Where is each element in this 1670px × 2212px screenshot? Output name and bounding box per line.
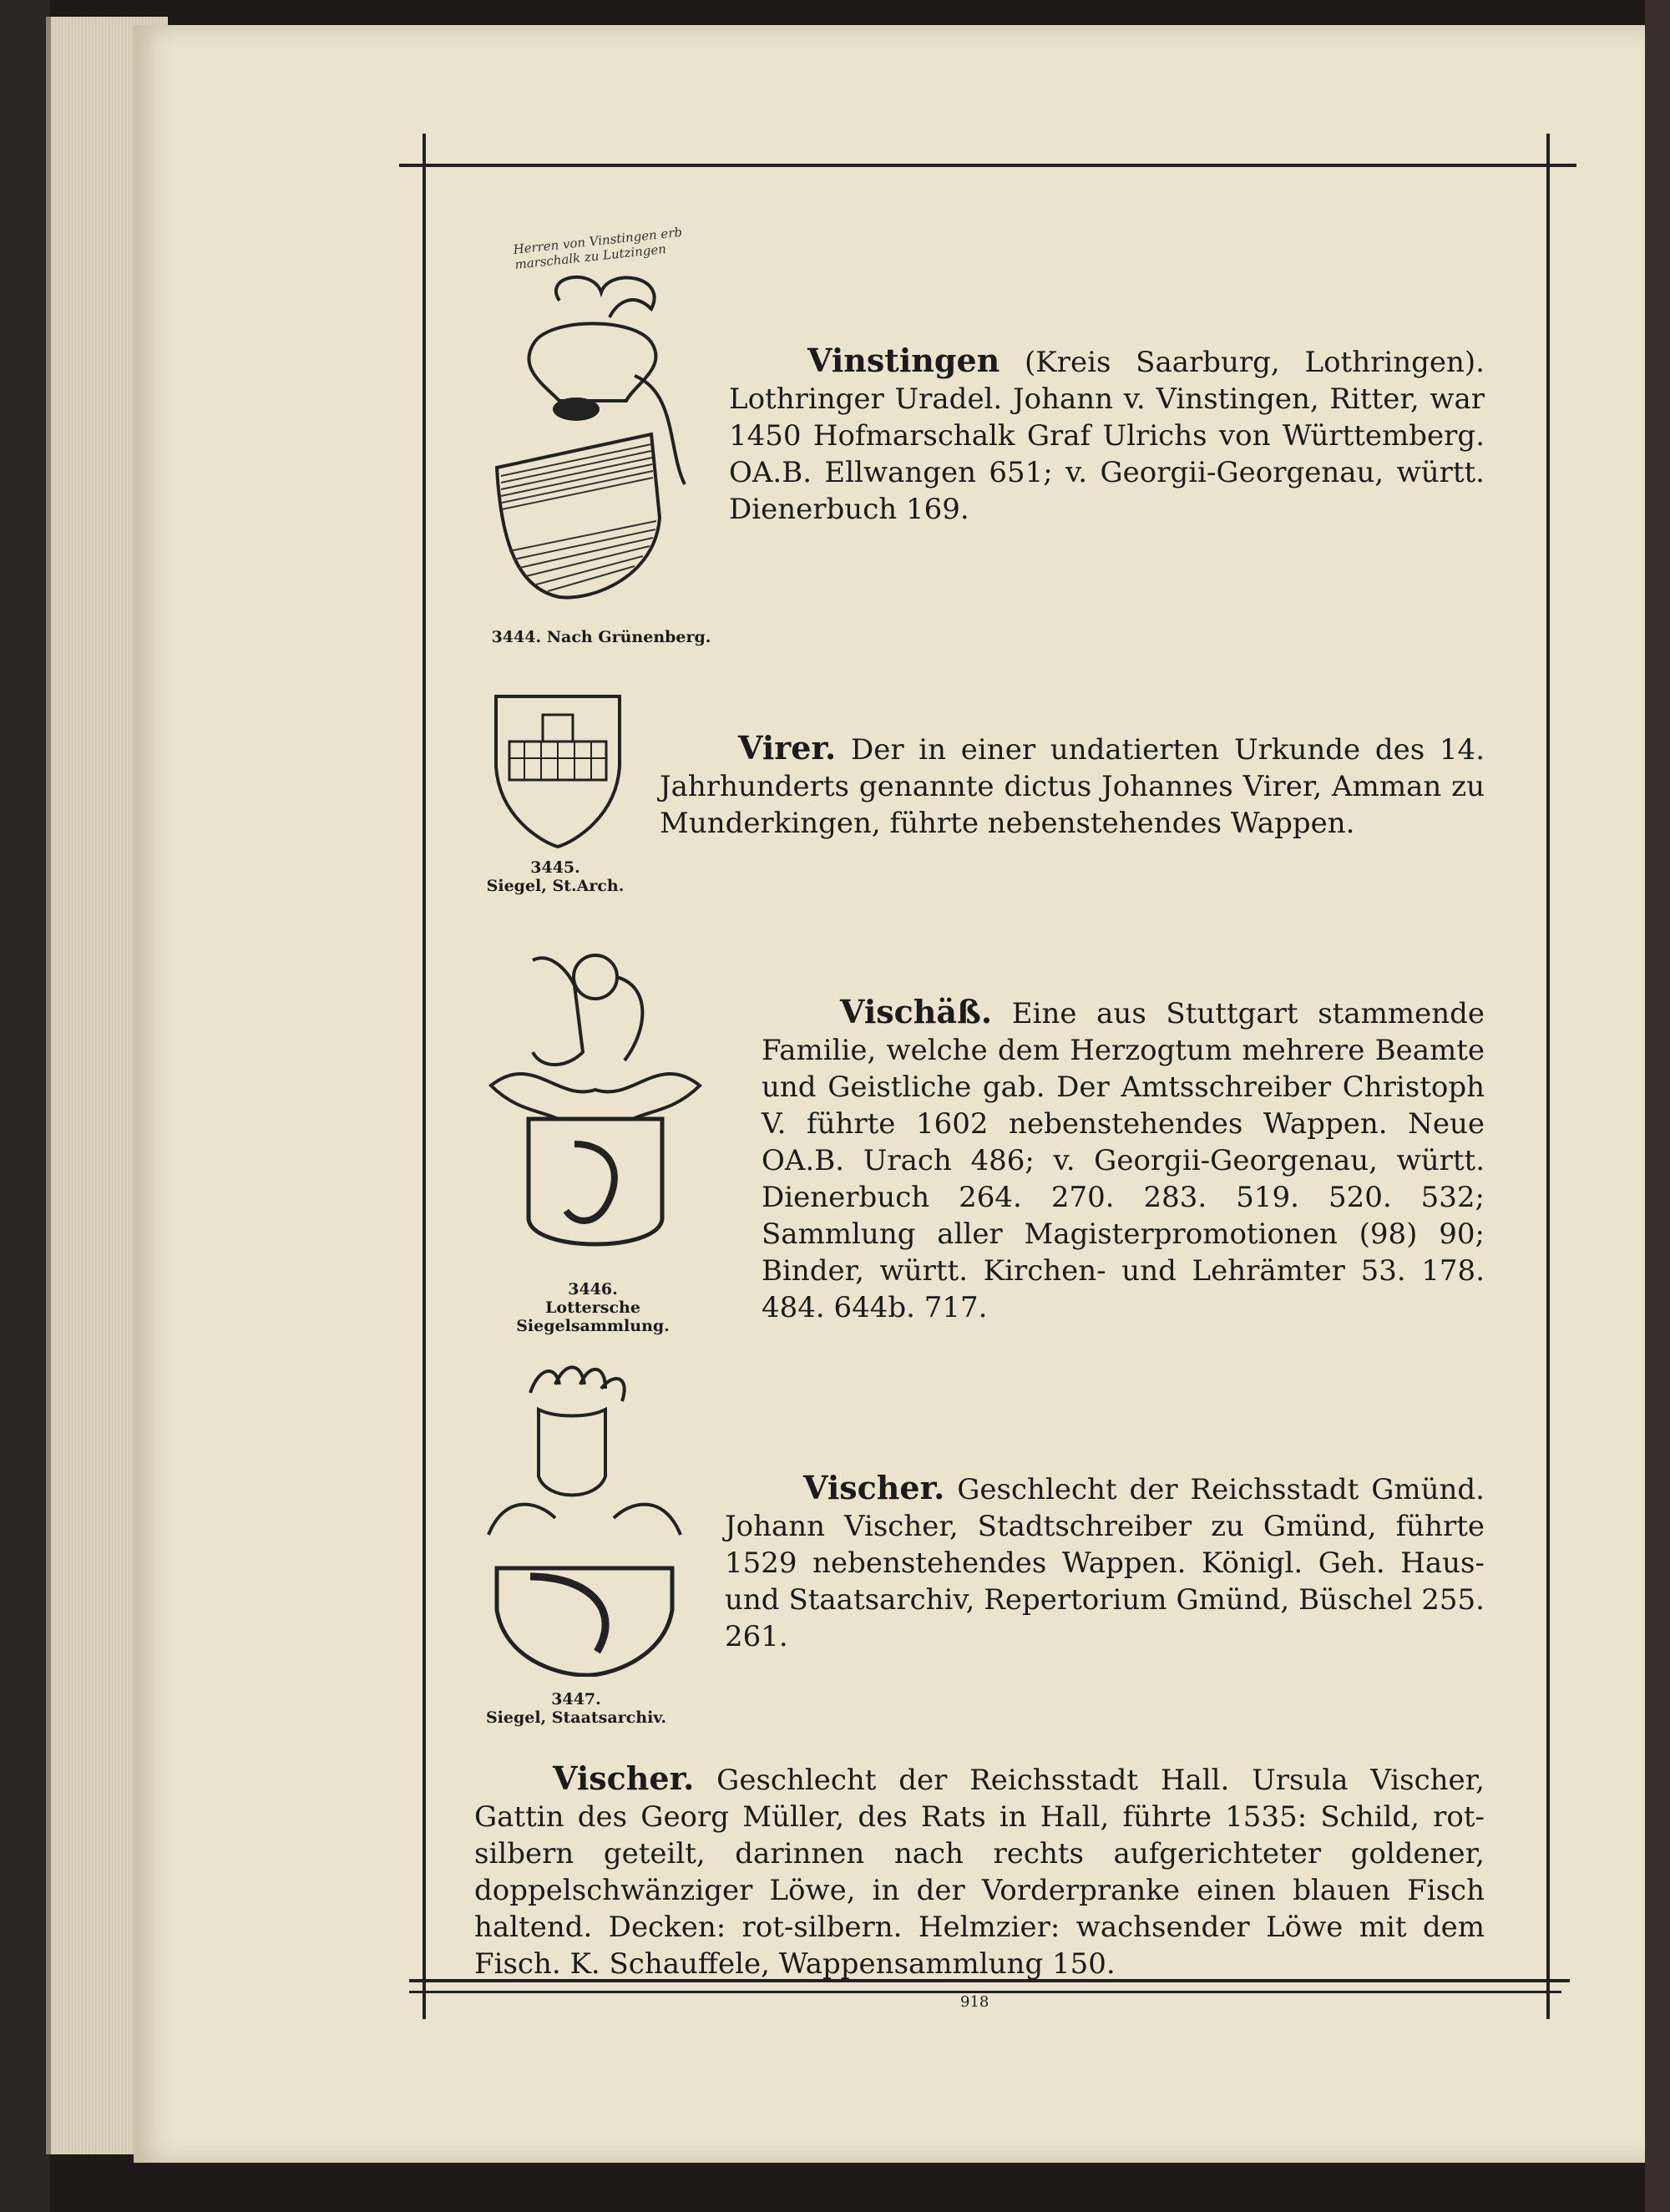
inscription-3444: Herren von Vinstingen erb marschalk zu Lutzingen [512, 224, 683, 272]
footer-tick-right [1546, 1979, 1550, 2019]
entry-body: (Kreis Saarburg, Lothringen). Lothringer Uradel. Johann v. Vinstingen, Ritter, war 1450 Hofmarschalk Graf Ulrichs von Württemberg. OA.B. Ellwangen 651; v. Georgii-Georgenau, württ. Dienerbuch 169. [729, 346, 1485, 526]
frame-left-rule [423, 134, 426, 1987]
entry-title: Vischäß. [840, 993, 993, 1030]
entry-vinstingen [729, 342, 1485, 528]
figure-number: 3445. [530, 858, 580, 877]
figure-caption-3447 [463, 1690, 689, 1727]
figure-caption-3444 [480, 628, 722, 646]
entry-body: Der in einer undatierten Urkunde des 14. Jahrhunderts genannte dictus Johannes Virer, Amman zu Munderkingen, führte nebenstehendes Wappen. [660, 733, 1485, 840]
figure-number: 3444. [491, 628, 542, 646]
figure-caption-3445 [468, 858, 643, 895]
figure-number: 3446. [568, 1280, 618, 1298]
figure-caption-3446 [468, 1280, 718, 1335]
figure-number: 3447. [551, 1690, 601, 1708]
figure-source: Siegel, St.Arch. [486, 877, 625, 895]
figure-source: Siegel, Staatsarchiv. [485, 1708, 667, 1727]
entry-title: Vischer. [553, 1759, 695, 1797]
entry-vischer-gmuend [725, 1470, 1485, 1655]
entry-virer [660, 730, 1485, 842]
book-cover-edge [1645, 0, 1670, 2212]
figure-source: Nach Grünenberg. [546, 628, 711, 646]
frame-top-rule [399, 164, 1576, 167]
entry-title: Vischer. [803, 1469, 945, 1506]
entry-vischer-hall [474, 1760, 1485, 1982]
entry-body: Geschlecht der Reichsstadt Gmünd. Johann Vischer, Stadtschreiber zu Gmünd, führte 1529 nebenstehendes Wappen. Königl. Geh. Haus- und Staatsarchiv, Repertorium Gmünd, Büschel 255. 261. [725, 1473, 1485, 1653]
book-spine [0, 0, 50, 2212]
entry-body: Geschlecht der Reichsstadt Hall. Ursula Vischer, Gattin des Georg Müller, des Rats in Hall, führte 1535: Schild, rot-silbern geteilt, darinnen nach rechts aufgerichteter goldener, doppelschwänziger Löwe, in der Vorderpranke einen blauen Fisch haltend. Decken: rot-silbern. Helmzier: wachsender Löwe mit dem Fisch. K. Schauffele, Wappensammlung 150. [474, 1764, 1485, 1981]
entry-title: Vinstingen [807, 342, 1000, 379]
entry-title: Virer. [738, 729, 837, 767]
coat-of-arms-3445 [491, 691, 625, 850]
entry-vischass [762, 994, 1485, 1326]
figure-source: Lottersche Siegelsammlung. [516, 1298, 670, 1335]
frame-right-rule [1546, 134, 1550, 1987]
coat-of-arms-3447 [480, 1359, 689, 1677]
entry-body: Eine aus Stuttgart stammende Familie, welche dem Herzogtum mehrere Beamte und Geistliche gab. Der Amtsschreiber Christoph V. führte 1602 nebenstehendes Wappen. Neue OA.B. Urach 486; v. Georgii-Georgenau, württ. Dienerbuch 264. 270. 283. 519. 520. 532; Sammlung aller Magisterpromotionen (98) 90; Binder, württ. Kirchen- und Lehrämter 53. 178. 484. 644b. 717. [762, 997, 1485, 1324]
coat-of-arms-3444 [484, 267, 701, 601]
page-number: 918 [960, 1993, 989, 2011]
coat-of-arms-3446 [483, 944, 708, 1269]
footer-tick-left [423, 1979, 426, 2019]
